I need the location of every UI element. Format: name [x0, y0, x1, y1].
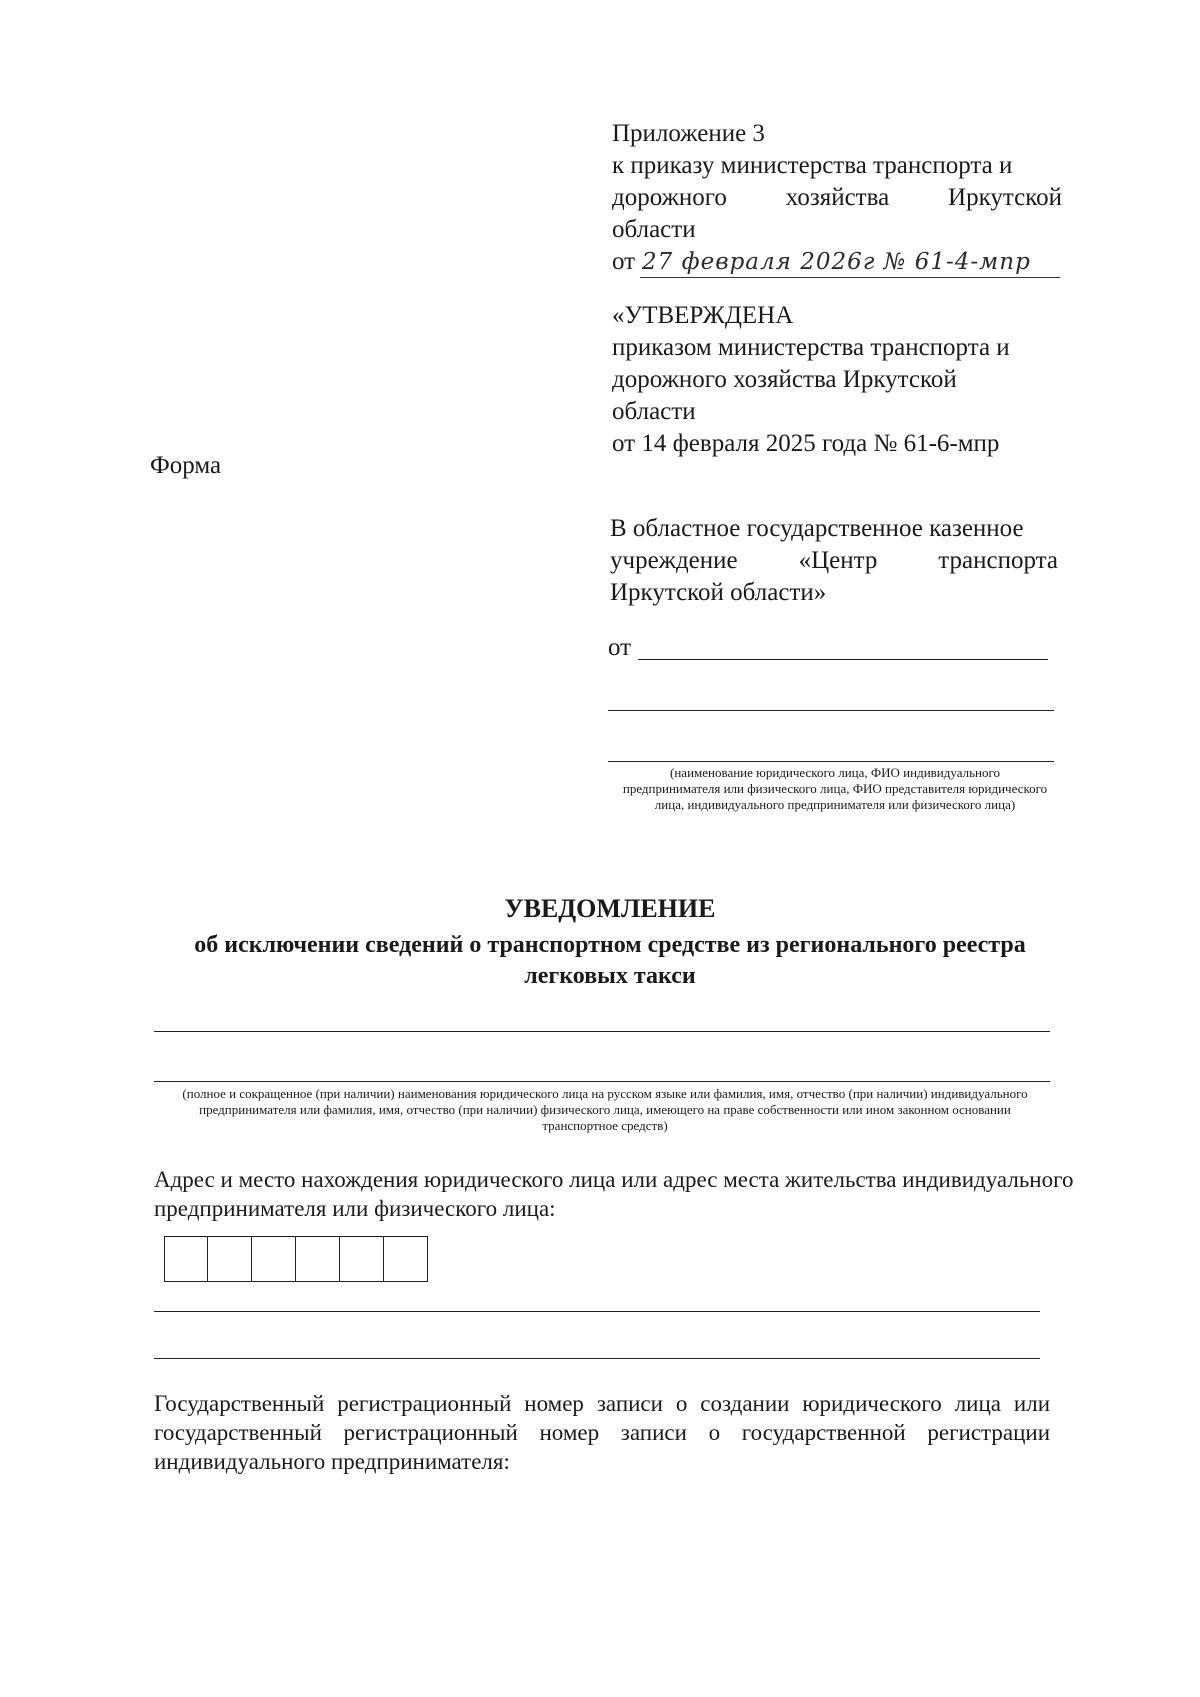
address-label-line-2: предпринимателя или физического лица:: [154, 1196, 556, 1221]
postal-code-box[interactable]: [164, 1236, 208, 1282]
owner-field-line-1[interactable]: [154, 1031, 1050, 1032]
addressee-caption: (наименование юридического лица, ФИО индивидуального предпринимателя или физического лица, ФИО представителя юридического лица, индивидуального предпринимателя или физического лица): [622, 765, 1048, 812]
postal-code-boxes[interactable]: [164, 1236, 428, 1282]
postal-code-box[interactable]: [208, 1236, 252, 1282]
appendix-from-prefix: от: [612, 248, 636, 275]
approved-line-5: от 14 февраля 2025 года № 61-6-мпр: [612, 430, 1000, 457]
postal-code-box[interactable]: [384, 1236, 428, 1282]
appendix-title: Приложение 3: [612, 120, 765, 147]
owner-caption: (полное и сокращенное (при наличии) наименования юридического лица на русском языке или фамилия, имя, отчество (при наличии) индивидуального предпринимателя или фамилия, имя, отчество (при наличии) физического лица, имеющего на праве собственности или ином законном основании транспортное средств): [182, 1086, 1028, 1133]
postal-code-box[interactable]: [340, 1236, 384, 1282]
document-title: УВЕДОМЛЕНИЕ: [504, 894, 716, 923]
appendix-line-3: области: [612, 216, 696, 243]
addressee-field-line-3[interactable]: [608, 761, 1054, 762]
appendix-date-row: [612, 246, 1062, 280]
appendix-line-2: дорожного хозяйства Иркутской: [612, 184, 1062, 211]
handwritten-date: 27 февраля 2026г № 61-4-мпр: [642, 249, 1031, 275]
addressee-line-2: учреждение «Центр транспорта: [610, 547, 1058, 574]
addressee-field-line-1[interactable]: [638, 659, 1048, 660]
postal-code-box[interactable]: [252, 1236, 296, 1282]
registration-line-1: Государственный регистрационный номер записи о создании юридического лица или: [154, 1391, 1050, 1416]
address-field-line-2[interactable]: [154, 1358, 1040, 1359]
registration-label: [154, 1389, 1050, 1476]
approved-line-3: дорожного хозяйства Иркутской: [612, 366, 957, 393]
address-label: [154, 1165, 1074, 1223]
approved-heading: «УТВЕРЖДЕНА: [612, 302, 794, 329]
address-label-line-1: Адрес и место нахождения юридического лица или адрес места жительства индивидуального: [154, 1167, 1074, 1192]
appendix-block: [612, 118, 1062, 280]
registration-line-3: индивидуального предпринимателя:: [154, 1449, 510, 1474]
approved-line-4: области: [612, 398, 696, 425]
addressee-from-prefix: от: [608, 634, 632, 661]
addressee-block: [610, 513, 1058, 609]
postal-code-box[interactable]: [296, 1236, 340, 1282]
addressee-line-3: Иркутской области»: [610, 579, 827, 606]
form-label: Форма: [150, 452, 222, 479]
approved-block: [612, 300, 1072, 460]
addressee-line-1: В областное государственное казенное: [610, 515, 1024, 542]
address-field-line-1[interactable]: [154, 1311, 1040, 1312]
approved-line-2: приказом министерства транспорта и: [612, 334, 1010, 361]
owner-field-line-2[interactable]: [154, 1081, 1050, 1082]
addressee-field-line-2[interactable]: [608, 710, 1054, 711]
document-subtitle-line-2: легковых такси: [524, 963, 696, 989]
document-subtitle-line-1: об исключении сведений о транспортном средстве из регионального реестра: [194, 932, 1026, 958]
handwritten-underline: [640, 277, 1060, 278]
registration-line-2: государственный регистрационный номер записи о государственной регистрации: [154, 1420, 1050, 1445]
appendix-line-1: к приказу министерства транспорта и: [612, 152, 1013, 179]
